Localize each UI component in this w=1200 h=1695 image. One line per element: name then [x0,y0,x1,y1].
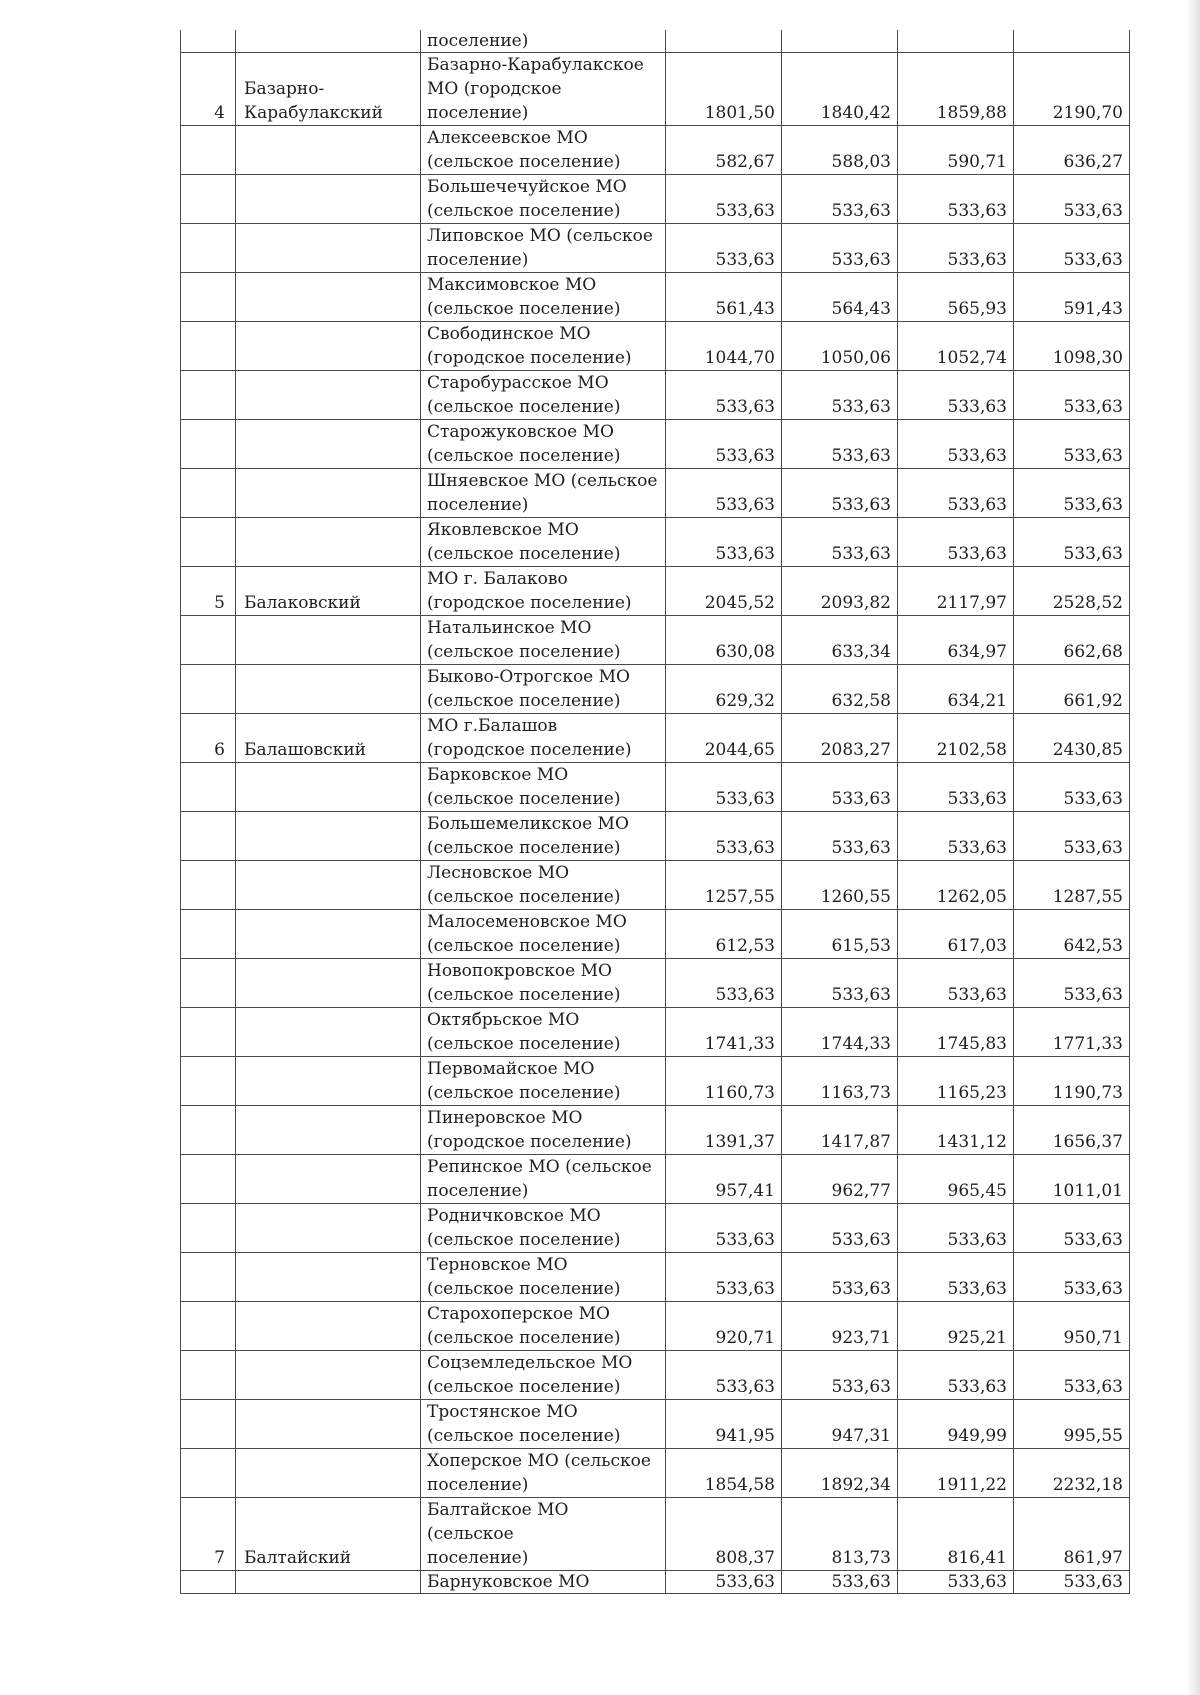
district-cell: Балаковский [236,567,421,616]
table-row [181,665,1130,714]
value-cell-2: 533,63 [782,469,898,518]
value-cell-3: 533,63 [898,1351,1014,1400]
value-cell-4: 533,63 [1014,224,1130,273]
row-number-cell [181,1204,236,1253]
table-row [181,861,1130,910]
table-row [181,616,1130,665]
value-cell-2: 533,63 [782,812,898,861]
value-cell-2: 1892,34 [782,1449,898,1498]
value-cell-4: 533,63 [1014,1351,1130,1400]
value-cell-2: 1260,55 [782,861,898,910]
value-cell-3: 533,63 [898,420,1014,469]
row-number-cell [181,273,236,322]
table-row [181,175,1130,224]
value-cell-3: 1165,23 [898,1057,1014,1106]
table-row [181,1571,1130,1594]
value-cell-4: 1190,73 [1014,1057,1130,1106]
value-cell-4: 533,63 [1014,420,1130,469]
municipality-cell: Старожуковское МО (сельское поселение) [421,420,666,469]
row-number-cell: 5 [181,567,236,616]
value-cell-4: 1011,01 [1014,1155,1130,1204]
municipality-cell: Максимовское МО (сельское поселение) [421,273,666,322]
row-number-cell [181,1155,236,1204]
municipality-cell: поселение) [421,30,666,53]
table-row [181,714,1130,763]
value-cell-3: 533,63 [898,1204,1014,1253]
value-cell-1: 1160,73 [666,1057,782,1106]
value-cell-1: 533,63 [666,469,782,518]
row-number-cell [181,420,236,469]
district-cell [236,1155,421,1204]
district-cell [236,1057,421,1106]
value-cell-4: 2190,70 [1014,53,1130,126]
value-cell-2: 1744,33 [782,1008,898,1057]
row-number-cell [181,1106,236,1155]
value-cell-1: 612,53 [666,910,782,959]
row-number-cell [181,763,236,812]
value-cell-1: 2044,65 [666,714,782,763]
value-cell-1: 533,63 [666,371,782,420]
value-cell-1: 1741,33 [666,1008,782,1057]
municipality-cell: Старобурасское МО (сельское поселение) [421,371,666,420]
municipality-cell: Лесновское МО (сельское поселение) [421,861,666,910]
value-cell-3: 533,63 [898,518,1014,567]
value-cell-3: 2117,97 [898,567,1014,616]
table-row [181,1008,1130,1057]
value-cell-1: 533,63 [666,1571,782,1594]
municipality-cell: Барковское МО (сельское поселение) [421,763,666,812]
value-cell-1: 1391,37 [666,1106,782,1155]
value-cell-2: 533,63 [782,371,898,420]
district-cell [236,518,421,567]
table-row [181,1400,1130,1449]
value-cell-2: 533,63 [782,518,898,567]
value-cell-1: 2045,52 [666,567,782,616]
municipality-cell: Базарно-Карабулакское МО (городское поселение) [421,53,666,126]
value-cell-4: 995,55 [1014,1400,1130,1449]
value-cell-2: 2093,82 [782,567,898,616]
municipality-cell: Алексеевское МО (сельское поселение) [421,126,666,175]
table-row [181,30,1130,53]
district-cell [236,30,421,53]
table-row [181,1155,1130,1204]
municipality-cell: Липовское МО (сельское поселение) [421,224,666,273]
value-cell-3: 1859,88 [898,53,1014,126]
row-number-cell [181,616,236,665]
row-number-cell [181,1400,236,1449]
value-cell-2: 533,63 [782,175,898,224]
district-cell [236,1449,421,1498]
district-cell [236,1204,421,1253]
value-cell-1: 533,63 [666,812,782,861]
value-cell-1: 1801,50 [666,53,782,126]
district-cell [236,371,421,420]
row-number-cell: 6 [181,714,236,763]
municipality-cell: Балтайское МО (сельское поселение) [421,1498,666,1571]
row-number-cell: 7 [181,1498,236,1571]
row-number-cell [181,1449,236,1498]
district-cell [236,224,421,273]
row-number-cell [181,959,236,1008]
table-row [181,224,1130,273]
district-cell [236,616,421,665]
value-cell-2: 588,03 [782,126,898,175]
value-cell-3: 816,41 [898,1498,1014,1571]
value-cell-1: 957,41 [666,1155,782,1204]
value-cell-1: 533,63 [666,518,782,567]
value-cell-3: 533,63 [898,959,1014,1008]
value-cell-3: 2102,58 [898,714,1014,763]
value-cell-2: 1417,87 [782,1106,898,1155]
value-cell-3: 617,03 [898,910,1014,959]
value-cell-3: 634,97 [898,616,1014,665]
value-cell-1: 533,63 [666,1253,782,1302]
table-row [181,1106,1130,1155]
row-number-cell [181,126,236,175]
municipality-cell: Терновское МО (сельское поселение) [421,1253,666,1302]
district-cell [236,420,421,469]
value-cell-2: 533,63 [782,224,898,273]
municipality-cell: Хоперское МО (сельское поселение) [421,1449,666,1498]
municipality-cell: Свободинское МО (городское поселение) [421,322,666,371]
value-cell-3: 590,71 [898,126,1014,175]
municipality-cell: Репинское МО (сельское поселение) [421,1155,666,1204]
table-row [181,1253,1130,1302]
district-cell [236,910,421,959]
value-cell-3: 533,63 [898,1253,1014,1302]
value-cell-2: 533,63 [782,763,898,812]
value-cell-4: 1771,33 [1014,1008,1130,1057]
row-number-cell [181,1008,236,1057]
value-cell-3: 1911,22 [898,1449,1014,1498]
value-cell-2: 533,63 [782,959,898,1008]
municipality-cell: Быково-Отрогское МО (сельское поселение) [421,665,666,714]
municipality-cell: Соцземледельское МО (сельское поселение) [421,1351,666,1400]
value-cell-4: 591,43 [1014,273,1130,322]
table-row [181,1302,1130,1351]
table-row [181,126,1130,175]
value-cell-2: 962,77 [782,1155,898,1204]
row-number-cell [181,812,236,861]
district-cell [236,273,421,322]
district-cell: Базарно- Карабулакский [236,53,421,126]
value-cell-4: 1098,30 [1014,322,1130,371]
table-row [181,959,1130,1008]
value-cell-1: 1044,70 [666,322,782,371]
municipality-cell: Барнуковское МО [421,1571,666,1594]
value-cell-1: 533,63 [666,1351,782,1400]
municipality-cell: Малосеменовское МО (сельское поселение) [421,910,666,959]
value-cell-2: 615,53 [782,910,898,959]
district-cell [236,861,421,910]
value-cell-3: 533,63 [898,812,1014,861]
value-cell-2: 923,71 [782,1302,898,1351]
district-cell [236,322,421,371]
municipality-cell: МО г.Балашов (городское поселение) [421,714,666,763]
municipality-cell: Большечечуйское МО (сельское поселение) [421,175,666,224]
value-cell-3: 965,45 [898,1155,1014,1204]
value-cell-3: 533,63 [898,224,1014,273]
value-cell-2: 632,58 [782,665,898,714]
table-row [181,812,1130,861]
value-cell-3: 1052,74 [898,322,1014,371]
table-row [181,53,1130,126]
district-cell: Балашовский [236,714,421,763]
budget-table [180,30,1130,1594]
value-cell-2: 633,34 [782,616,898,665]
value-cell-3: 533,63 [898,469,1014,518]
municipality-cell: Тростянское МО (сельское поселение) [421,1400,666,1449]
value-cell-2: 2083,27 [782,714,898,763]
row-number-cell [181,1253,236,1302]
row-number-cell [181,1571,236,1594]
value-cell-3: 1262,05 [898,861,1014,910]
table-row [181,1449,1130,1498]
value-cell-4: 533,63 [1014,175,1130,224]
value-cell-1: 920,71 [666,1302,782,1351]
value-cell-2: 533,63 [782,1571,898,1594]
value-cell-4: 533,63 [1014,1204,1130,1253]
value-cell-3: 533,63 [898,175,1014,224]
value-cell-4: 2528,52 [1014,567,1130,616]
table-row [181,1498,1130,1571]
row-number-cell [181,322,236,371]
row-number-cell [181,1302,236,1351]
value-cell-4: 662,68 [1014,616,1130,665]
row-number-cell [181,175,236,224]
table-row [181,567,1130,616]
district-cell [236,126,421,175]
municipality-cell: Яковлевское МО (сельское поселение) [421,518,666,567]
value-cell-1: 533,63 [666,224,782,273]
value-cell-3: 533,63 [898,763,1014,812]
value-cell-1: 1257,55 [666,861,782,910]
municipality-cell: Большемеликское МО (сельское поселение) [421,812,666,861]
value-cell-2: 947,31 [782,1400,898,1449]
municipality-cell: Родничковское МО (сельское поселение) [421,1204,666,1253]
value-cell-3: 925,21 [898,1302,1014,1351]
table-row [181,322,1130,371]
value-cell-4: 533,63 [1014,371,1130,420]
table-row [181,1057,1130,1106]
municipality-cell: Старохоперское МО (сельское поселение) [421,1302,666,1351]
row-number-cell [181,861,236,910]
scan-edge-shadow [1186,0,1200,1695]
row-number-cell [181,665,236,714]
table-row [181,469,1130,518]
value-cell-1: 533,63 [666,1204,782,1253]
value-cell-1: 533,63 [666,420,782,469]
value-cell-3: 634,21 [898,665,1014,714]
table-row [181,1351,1130,1400]
value-cell-4: 533,63 [1014,763,1130,812]
table-body [181,30,1130,1594]
document-page [180,30,1130,1594]
district-cell [236,1008,421,1057]
value-cell-4: 2232,18 [1014,1449,1130,1498]
value-cell-1: 533,63 [666,959,782,1008]
value-cell-1: 941,95 [666,1400,782,1449]
district-cell [236,1106,421,1155]
value-cell-4: 1287,55 [1014,861,1130,910]
value-cell-3: 949,99 [898,1400,1014,1449]
table-row [181,420,1130,469]
row-number-cell [181,469,236,518]
value-cell-4: 533,63 [1014,812,1130,861]
value-cell-4: 950,71 [1014,1302,1130,1351]
value-cell-3 [898,30,1014,53]
row-number-cell [181,1057,236,1106]
value-cell-1: 808,37 [666,1498,782,1571]
value-cell-1: 533,63 [666,175,782,224]
value-cell-2: 533,63 [782,420,898,469]
value-cell-2: 533,63 [782,1351,898,1400]
value-cell-1 [666,30,782,53]
value-cell-1: 629,32 [666,665,782,714]
district-cell [236,665,421,714]
value-cell-4: 533,63 [1014,1571,1130,1594]
value-cell-1: 582,67 [666,126,782,175]
value-cell-3: 533,63 [898,371,1014,420]
row-number-cell [181,910,236,959]
district-cell [236,1571,421,1594]
value-cell-4: 533,63 [1014,1253,1130,1302]
municipality-cell: Натальинское МО (сельское поселение) [421,616,666,665]
value-cell-4: 661,92 [1014,665,1130,714]
value-cell-3: 1745,83 [898,1008,1014,1057]
table-row [181,763,1130,812]
district-cell [236,763,421,812]
row-number-cell [181,518,236,567]
value-cell-3: 565,93 [898,273,1014,322]
row-number-cell [181,371,236,420]
row-number-cell [181,30,236,53]
municipality-cell: Пинеровское МО (городское поселение) [421,1106,666,1155]
value-cell-1: 630,08 [666,616,782,665]
value-cell-1: 561,43 [666,273,782,322]
municipality-cell: Новопокровское МО (сельское поселение) [421,959,666,1008]
value-cell-4: 861,97 [1014,1498,1130,1571]
value-cell-2: 813,73 [782,1498,898,1571]
district-cell [236,175,421,224]
table-row [181,1204,1130,1253]
table-row [181,371,1130,420]
municipality-cell: Первомайское МО (сельское поселение) [421,1057,666,1106]
value-cell-4: 533,63 [1014,469,1130,518]
value-cell-3: 533,63 [898,1571,1014,1594]
district-cell [236,812,421,861]
value-cell-2: 1163,73 [782,1057,898,1106]
value-cell-2: 564,43 [782,273,898,322]
municipality-cell: МО г. Балаково (городское поселение) [421,567,666,616]
value-cell-4: 533,63 [1014,518,1130,567]
value-cell-2: 1050,06 [782,322,898,371]
row-number-cell: 4 [181,53,236,126]
district-cell [236,959,421,1008]
value-cell-4: 1656,37 [1014,1106,1130,1155]
municipality-cell: Шняевское МО (сельское поселение) [421,469,666,518]
value-cell-4: 642,53 [1014,910,1130,959]
district-cell [236,1351,421,1400]
district-cell [236,1400,421,1449]
value-cell-1: 533,63 [666,763,782,812]
value-cell-4: 2430,85 [1014,714,1130,763]
value-cell-4 [1014,30,1130,53]
municipality-cell: Октябрьское МО (сельское поселение) [421,1008,666,1057]
value-cell-2: 533,63 [782,1204,898,1253]
value-cell-4: 636,27 [1014,126,1130,175]
table-row [181,518,1130,567]
row-number-cell [181,1351,236,1400]
district-cell [236,1302,421,1351]
value-cell-4: 533,63 [1014,959,1130,1008]
table-row [181,273,1130,322]
district-cell [236,1253,421,1302]
district-cell: Балтайский [236,1498,421,1571]
value-cell-1: 1854,58 [666,1449,782,1498]
table-row [181,910,1130,959]
value-cell-3: 1431,12 [898,1106,1014,1155]
value-cell-2: 1840,42 [782,53,898,126]
value-cell-2 [782,30,898,53]
row-number-cell [181,224,236,273]
value-cell-2: 533,63 [782,1253,898,1302]
district-cell [236,469,421,518]
